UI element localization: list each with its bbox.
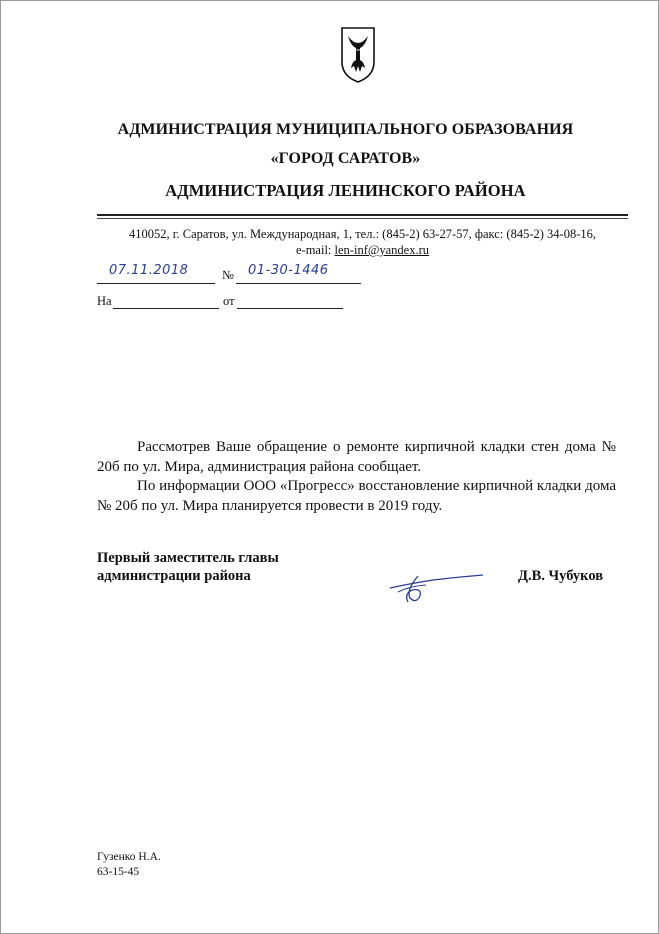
incoming-on-label: На [97, 294, 112, 308]
body-paragraph-2: По информации ООО «Прогресс» восстановление кирпичной кладки дома № 20б по ул. Мира планируется провести в 2019 году. [97, 478, 616, 514]
header-divider-thin [97, 218, 628, 219]
email-line [97, 242, 628, 258]
body-paragraph-1: Рассмотрев Ваше обращение о ремонте кирпичной кладки стен дома № 20б по ул. Мира, администрация района сообщает. [97, 439, 616, 475]
address-line: 410052, г. Саратов, ул. Международная, 1, тел.: (845-2) 63-27-57, факс: (845-2) 34-08-16, [129, 227, 596, 241]
coat-of-arms-icon [339, 26, 377, 84]
outgoing-number: 01-30-1446 [248, 263, 329, 278]
org-name-line-1: АДМИНИСТРАЦИЯ МУНИЦИПАЛЬНОГО ОБРАЗОВАНИЯ [117, 121, 574, 138]
number-label: № [222, 268, 234, 282]
district-administration-title: АДМИНИСТРАЦИЯ ЛЕНИНСКОГО РАЙОНА [165, 181, 526, 200]
signer-title-line-1: Первый заместитель главы [97, 550, 279, 566]
signer-name: Д.В. Чубуков [518, 568, 604, 584]
org-name-line-2: «ГОРОД САРАТОВ» [270, 150, 421, 167]
incoming-number-blank [113, 308, 219, 309]
incoming-date-blank [237, 308, 343, 309]
outgoing-number-field [236, 263, 361, 284]
email-prefix: e-mail: [296, 243, 335, 257]
incoming-from-label: от [223, 294, 235, 308]
executor-name: Гузенко Н.А. [97, 851, 161, 863]
executor-phone: 63-15-45 [97, 866, 140, 878]
header-divider-thick [97, 214, 628, 216]
outgoing-date: 07.11.2018 [109, 263, 189, 278]
email-link[interactable]: len-inf@yandex.ru [334, 243, 429, 257]
handwritten-signature [388, 570, 488, 610]
outgoing-date-field [97, 263, 215, 284]
signer-title-line-2: администрации района [97, 568, 251, 584]
